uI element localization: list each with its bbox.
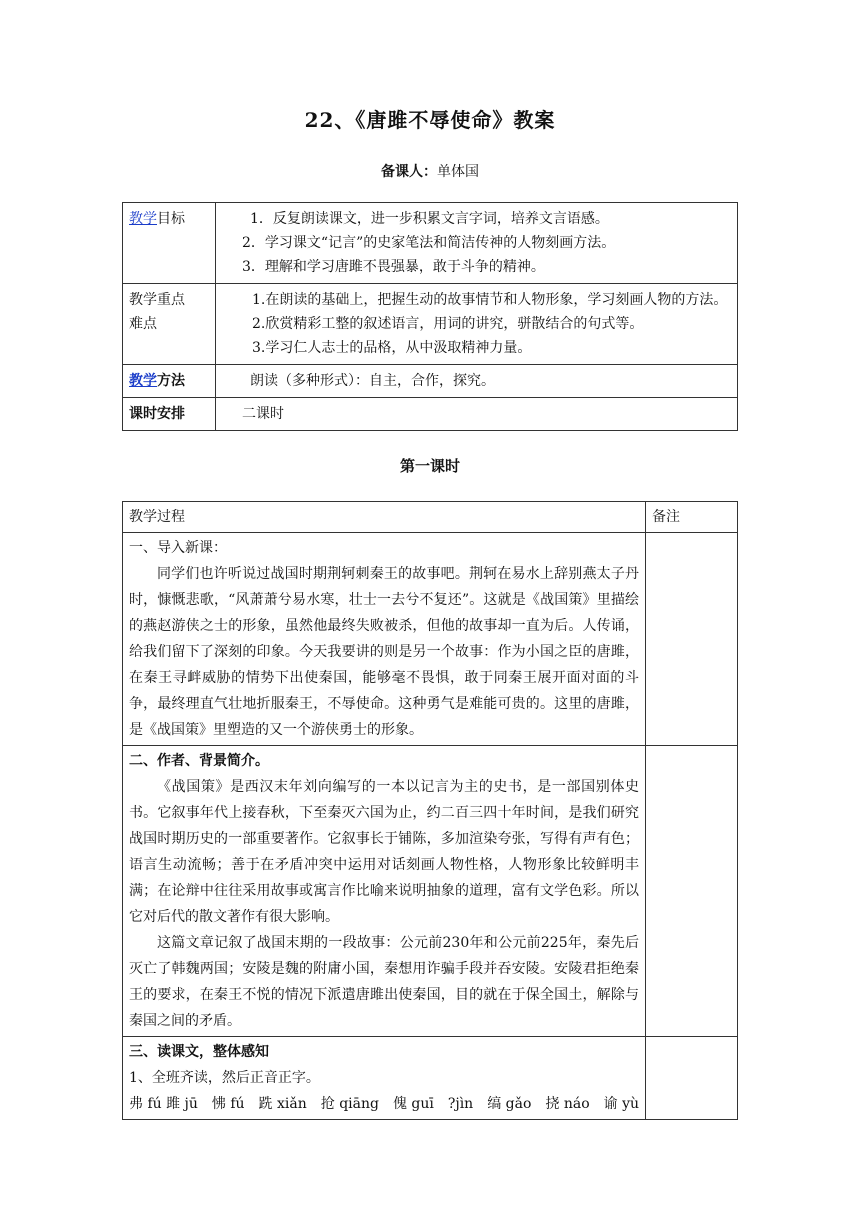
key-item: 2.欣赏精彩工整的叙述语言，用词的讲究，骈散结合的句式等。 xyxy=(252,316,644,332)
method-label: 教学方法 xyxy=(123,365,216,398)
key-item: 3.学习仁人志士的品格，从中汲取精神力量。 xyxy=(252,340,532,356)
process-header-row xyxy=(123,502,738,533)
overview-table xyxy=(122,202,738,431)
process-table xyxy=(122,501,738,1120)
section-row xyxy=(123,533,738,746)
process-header: 教学过程 xyxy=(123,502,646,533)
method-label-link[interactable]: 教学 xyxy=(129,373,157,389)
goal-item: 3．理解和学习唐雎不畏强暴，敢于斗争的精神。 xyxy=(242,259,545,275)
section-heading: 三、读课文，整体感知 xyxy=(129,1044,269,1060)
time-label: 课时安排 xyxy=(123,398,216,431)
pinyin-line: 弗 fú 雎 jū 怫 fú 跣 xiǎn 抢 qiāng 傀 guī ?jìn 缟 gǎo 挠 náo 谕 yù xyxy=(129,1096,640,1112)
method-row xyxy=(123,365,738,398)
section-heading: 二、作者、背景简介。 xyxy=(129,753,269,769)
goal-label-link[interactable]: 教学 xyxy=(129,211,157,227)
author-line xyxy=(0,161,860,181)
goal-row xyxy=(123,203,738,284)
key-row xyxy=(123,284,738,365)
section-paragraph: 《战国策》是西汉末年刘向编写的一本以记言为主的史书，是一部国别体史书。它叙事年代上接春秋，下至秦灭六国为止，约二百三四十年时间，是我们研究战国时期历史的一部重要著作。它叙事长于铺陈，多加渲染夸张，写得有声有色；语言生动流畅；善于在矛盾冲突中运用对话刻画人物性格，人物形象比较鲜明丰满；在论辩中往往采用故事或寓言作比喻来说明抽象的道理，富有文学色彩。所以它对后代的散文著作有很大影响。 xyxy=(129,779,640,925)
note-cell xyxy=(646,746,738,1037)
goal-list xyxy=(216,203,738,284)
time-value: 二课时 xyxy=(216,398,738,431)
goal-item: 2．学习课文“记言”的史家笔法和简洁传神的人物刻画方法。 xyxy=(242,235,616,251)
method-value: 朗读（多种形式）：自主，合作，探究。 xyxy=(216,365,738,398)
document-title: 22、《唐雎不辱使命》教案 xyxy=(304,108,556,132)
section-paragraph: 这篇文章记叙了战国末期的一段故事：公元前230年和公元前225年，秦先后灭亡了韩魏两国；安陵是魏的附庸小国，秦想用诈骗手段并吞安陵。安陵君拒绝秦王的要求，在秦王不悦的情况下派遣唐雎出使秦国，目的就在于保全国土，解除与秦国之间的矛盾。 xyxy=(129,935,640,1029)
author-label: 备课人： xyxy=(381,164,437,180)
author-name: 单体国 xyxy=(437,164,479,180)
note-header: 备注 xyxy=(646,502,738,533)
time-row xyxy=(123,398,738,431)
section-paragraph: 同学们也许听说过战国时期荆轲刺秦王的故事吧。荆轲在易水上辞别燕太子丹时，慷慨悲歌，“风萧萧兮易水寒，壮士一去兮不复还”。这就是《战国策》里描绘的燕赵游侠之士的形象，虽然他最终失败被杀，但他的故事却一直为后。人传诵，给我们留下了深刻的印象。今天我要讲的则是另一个故事：作为小国之臣的唐雎，在秦王寻衅威胁的情势下出使秦国，能够毫不畏惧，敢于同秦王展开面对面的斗争，最终理直气壮地折服秦王，不辱使命。这种勇气是难能可贵的。这里的唐雎，是《战国策》里塑造的又一个游侠勇士的形象。 xyxy=(129,566,640,738)
section-row xyxy=(123,1037,738,1120)
section-row xyxy=(123,746,738,1037)
section-background xyxy=(123,746,646,1037)
section-intro xyxy=(123,533,646,746)
lesson-title: 第一课时 xyxy=(399,457,460,475)
section-heading: 一、导入新课： xyxy=(129,540,227,556)
key-list xyxy=(216,284,738,365)
goal-label: 教学目标 xyxy=(123,203,216,284)
key-label: 教学重点 难点 xyxy=(123,284,216,365)
note-cell xyxy=(646,1037,738,1120)
goal-item: 1．反复朗读课文，进一步积累文言字词，培养文言语感。 xyxy=(250,211,609,227)
note-cell xyxy=(646,533,738,746)
key-item: 1.在朗读的基础上，把握生动的故事情节和人物形象，学习刻画人物的方法。 xyxy=(252,292,728,308)
section-reading xyxy=(123,1037,646,1120)
section-line: 1、全班齐读，然后正音正字。 xyxy=(129,1070,320,1086)
